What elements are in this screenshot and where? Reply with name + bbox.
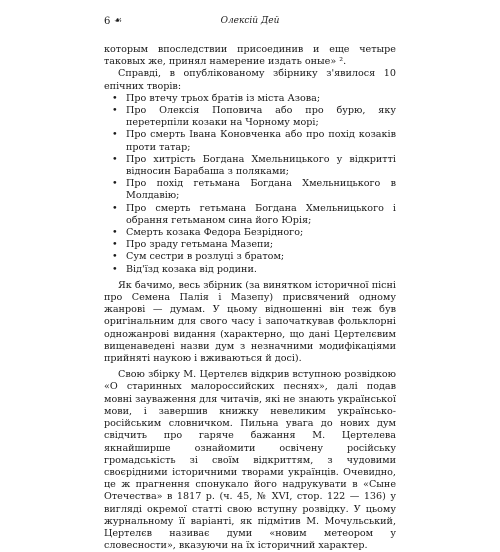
page-header [104,16,396,30]
list-item: • Про похід гетьмана Богдана Хмельницького в Молдавію; [104,178,396,202]
page-number: 6 [104,16,111,27]
list-item: • Про втечу трьох братів із міста Азова; [104,93,396,105]
works-list [104,93,396,276]
list-item: • Про Олексія Поповича або про бурю, яку перетерпіли козаки на Чорному морі; [104,105,396,129]
paragraph-list-lead: Справді, в опублікованому збірнику з'явилося 10 епічних творів: [104,68,396,92]
running-title: Олексій Дей [220,16,280,26]
list-item: • Смерть козака Федора Безрідного; [104,227,396,239]
list-item: • Про зраду гетьмана Мазепи; [104,239,396,251]
paragraph-final: Свою збірку М. Цертелєв відкрив вступною розвідкою «О старинных малороссийских песнях», далі подав мовні зауваження для читачів, які не знають української мови, і завершив книжку невеликим українсько-російським словничком. Пильна увага до нових дум свідчить про гаряче бажання М. Цертелева якнайширше ознайомити освічену російську громадськість зі своїм відкриттям, з чудовими своєрідними історичними творами українців. Очевидно, це ж прагнення спонукало його надрукувати в «Сыне Отечества» в 1817 р. (ч. 45, № XVI, стор. 122 — 136) у вигляді окремої статті свою вступну розвідку. У цьому журнальному її варіанті, як підмітив М. Мочульський, Цертелєв називає думи «новим метеором у словесности», вказуючи на їх історичний характер. [104,369,397,552]
list-item: • Про хитрість Богдана Хмельницького у відкритті відносин Барабаша з поляками; [104,154,396,178]
list-item: • Від'їзд козака від родини. [104,264,396,276]
paragraph-intro: которым впоследствии присоединив и еще четыре таковых же, принял намерение издать оные» ². [104,44,396,68]
list-item: • Про смерть гетьмана Богдана Хмельницького і обрання гетьманом сина його Юрія; [104,203,396,227]
ornament-icon: ☙ [114,16,123,26]
list-item: • Сум сестри в розлуці з братом; [104,251,396,263]
list-item: • Про смерть Івана Коновченка або про похід козаків проти татар; [104,129,396,153]
page-body [104,44,396,552]
paragraph-conclusion: Як бачимо, весь збірник (за винятком історичної пісні про Семена Палія і Мазепу) присвячений одному жанрові — думам. У цьому відношенні він теж був оригінальним для свого часу і започаткував фольклорні одножанрові видання (характерно, що дані Цертелєвим вищенаведені назви дум з незначними модифікаціями прийняті наукою і вживаються й досі). [104,279,396,365]
